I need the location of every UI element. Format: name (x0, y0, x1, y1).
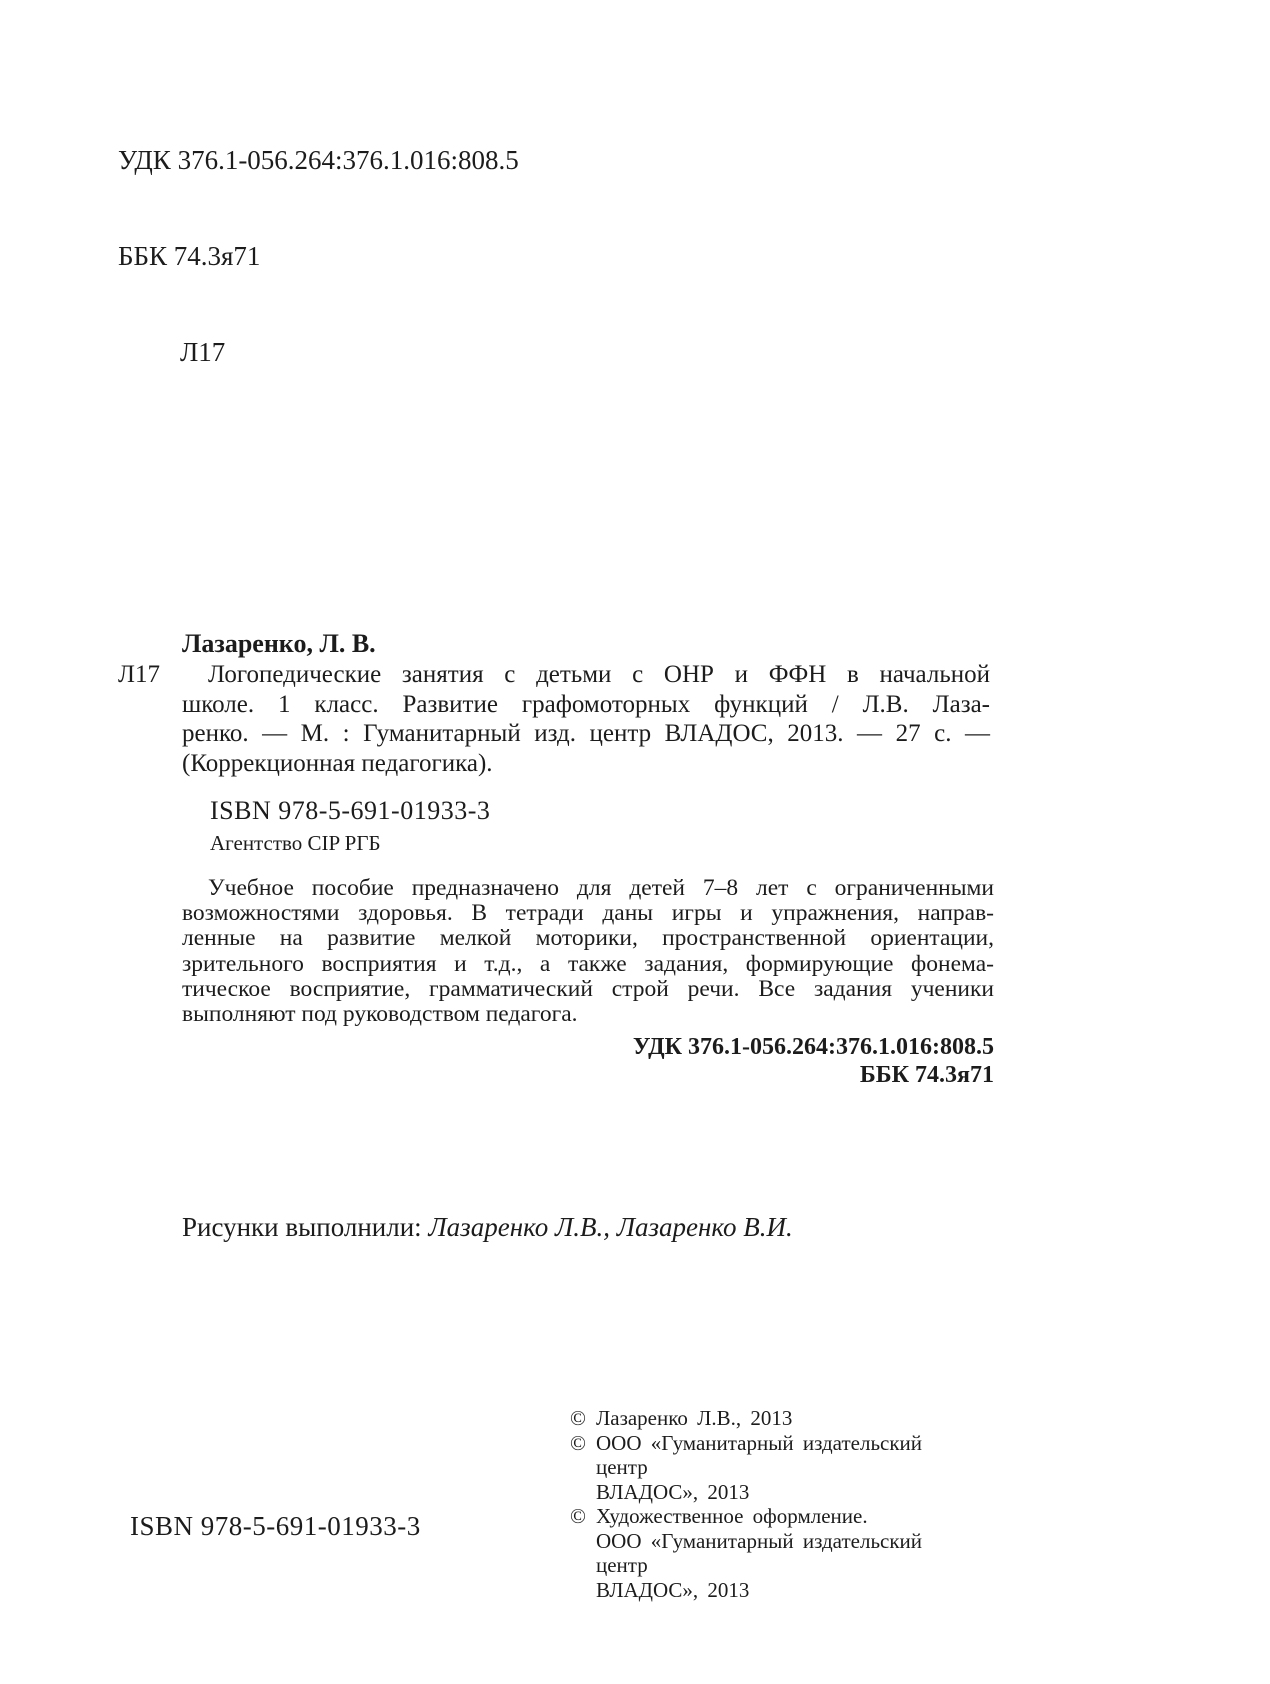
annotation-line: выполняют под руководством педагога. (182, 1001, 578, 1028)
illustrators-credit-names: Лазаренко Л.В., Лазаренко В.И. (428, 1212, 793, 1242)
copyright-line: Лазаренко Л.В., 2013 (596, 1406, 793, 1430)
copyright-block (570, 1406, 970, 1602)
copyright-symbol: © (570, 1406, 586, 1430)
copyright-line: Художественное оформление. (596, 1504, 868, 1528)
annotation-paragraph (182, 876, 994, 1027)
author-code-line: Л17 (180, 337, 226, 367)
annotation-line: ленные на развитие мелкой моторики, пространственной ориентации, (182, 925, 994, 952)
catalog-hanging-code: Л17 (118, 661, 160, 688)
copyright-entry (570, 1406, 970, 1431)
copyright-symbol: © (570, 1504, 586, 1528)
top-cataloguing-block (118, 80, 519, 432)
illustrators-credit-label: Рисунки выполнили: (182, 1212, 429, 1242)
catalog-description-line: Логопедические занятия с детьми с ОНР и ФФН в начальной (208, 661, 990, 688)
catalog-author: Лазаренко, Л. В. (182, 629, 376, 658)
copyright-line: ООО «Гуманитарный издательский центр (596, 1528, 923, 1577)
illustrators-credit (182, 1212, 793, 1243)
copyright-line: ВЛАДОС», 2013 (596, 1577, 750, 1602)
copyright-line: ВЛАДОС», 2013 (596, 1479, 750, 1504)
cip-agency-line: Агентство CIP РГБ (210, 831, 381, 855)
isbn-line: ISBN 978-5-691-01933-3 (210, 796, 491, 825)
copyright-entry (570, 1431, 970, 1505)
catalog-description-line: школе. 1 класс. Развитие графомоторных функций / Л.В. Лаза- (182, 690, 990, 718)
annotation-line: тическое восприятие, грамматический строй речи. Все задания ученики (182, 975, 994, 1002)
copyright-symbol: © (570, 1430, 586, 1455)
annotation-line: Учебное пособие предназначено для детей 7–8 лет с ограниченными (208, 875, 994, 901)
annotation-line: возможностями здоровья. В тетради даны игры и упражнения, направ- (182, 900, 994, 927)
isbn-bottom-line: ISBN 978-5-691-01933-3 (130, 1511, 421, 1541)
annotation-line: зрительного восприятия и т.д., а также задания, формирующие фонема- (182, 950, 994, 977)
udk-line: УДК 376.1-056.264:376.1.016:808.5 (118, 145, 519, 175)
copyright-entry (570, 1504, 970, 1602)
catalog-description (182, 660, 990, 778)
catalog-description-line: ренко. — М. : Гуманитарный изд. центр ВЛАДОС, 2013. — 27 с. — (182, 720, 990, 747)
catalog-description-line: (Коррекционная педагогика). (182, 749, 493, 777)
bbk-line: ББК 74.3я71 (118, 241, 261, 271)
bbk-right-line: ББК 74.3я71 (859, 1062, 994, 1088)
udk-right-line: УДК 376.1-056.264:376.1.016:808.5 (632, 1034, 994, 1060)
copyright-line: ООО «Гуманитарный издательский центр (596, 1430, 923, 1479)
